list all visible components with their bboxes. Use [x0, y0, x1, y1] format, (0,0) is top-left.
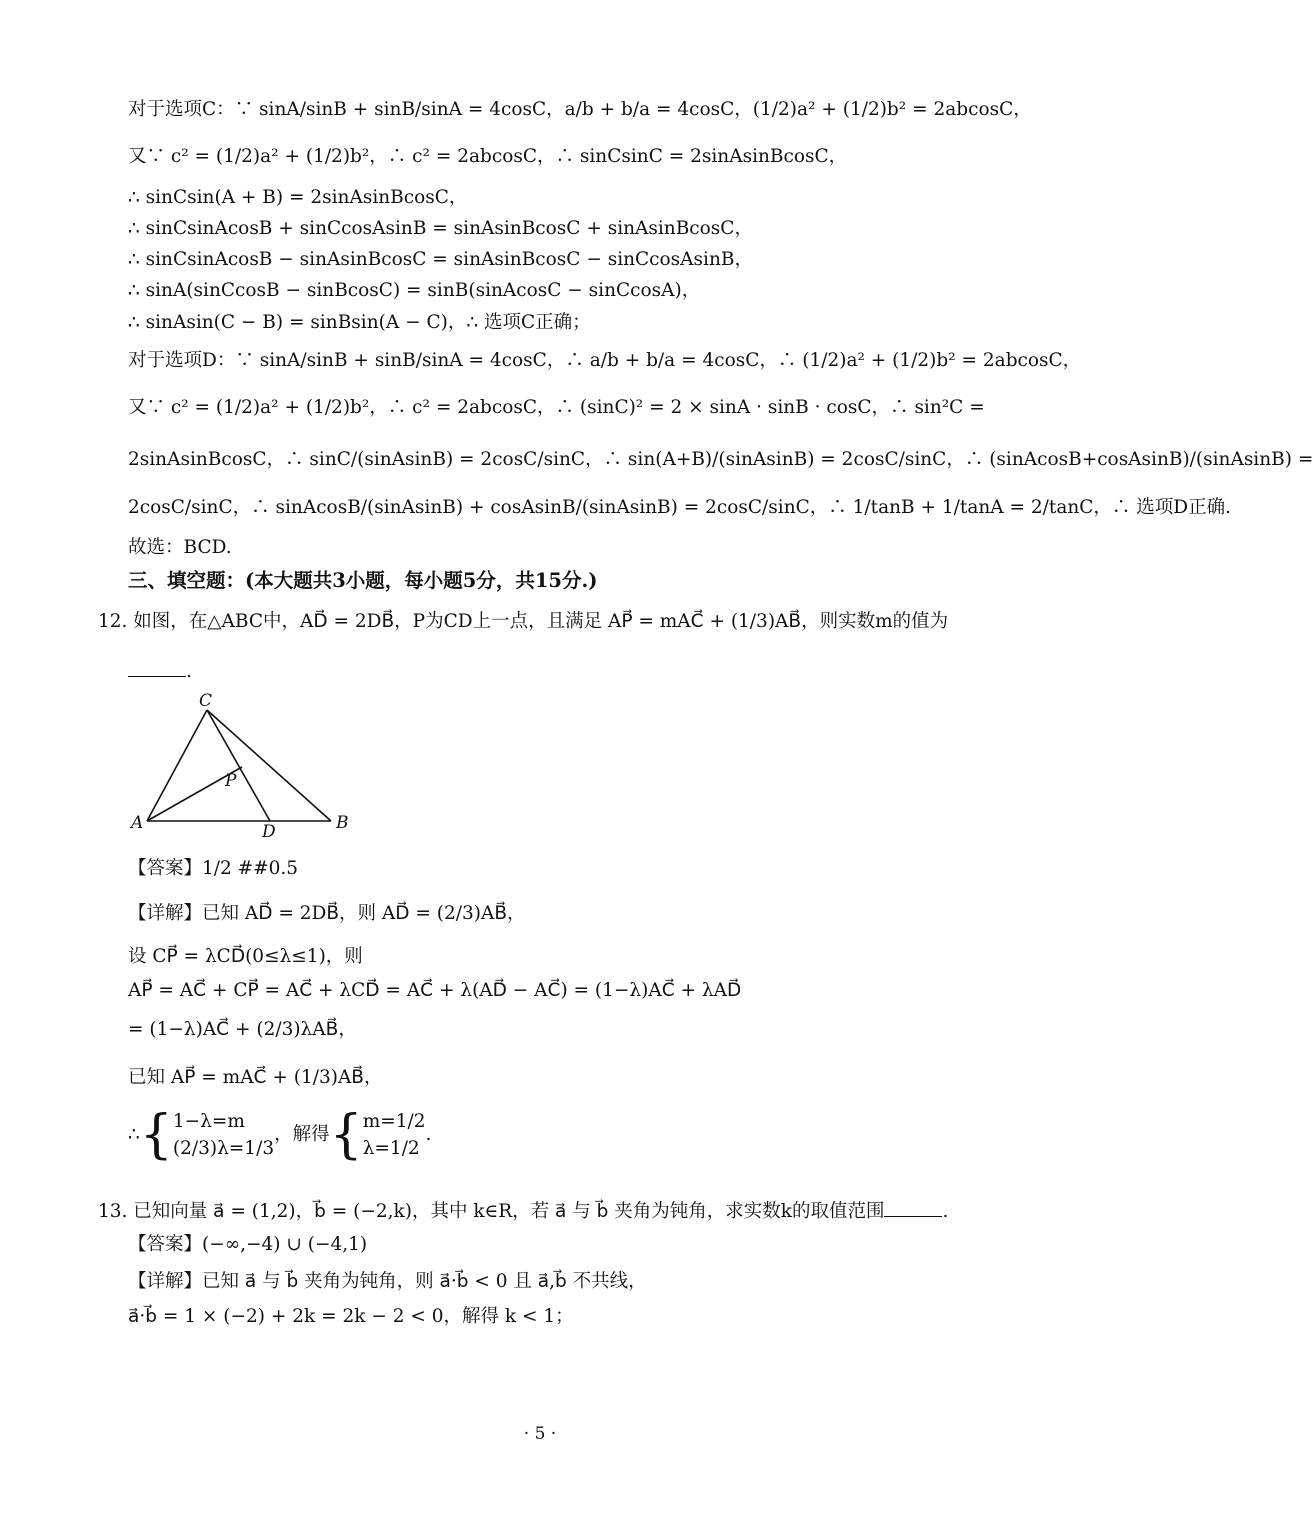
solve-text: ，解得 [274, 1124, 330, 1145]
answer-13: 【答案】(−∞,−4) ∪ (−4,1) [128, 1234, 368, 1255]
answer-blank [128, 658, 186, 677]
page-number: · 5 · [523, 1424, 557, 1444]
blank-period: . [186, 661, 192, 682]
solution-line: 【详解】已知 a⃗ 与 b⃗ 夹角为钝角，则 a⃗·b⃗ < 0 且 a⃗,b⃗ 不共线， [128, 1271, 647, 1292]
text-line: 对于选项C：∵ sinA/sinB + sinB/sinA = 4cosC，a/b + b/a = 4cosC，(1/2)a² + (1/2)b² = 2abcosC， [128, 99, 1032, 120]
answer-12: 【答案】1/2 ##0.5 [128, 858, 299, 879]
solution-line: 已知 AP⃗ = mAC⃗ + (1/3)AB⃗， [128, 1067, 383, 1088]
solution-line: 设 CP⃗ = λCD⃗(0≤λ≤1)，则 [128, 946, 363, 967]
text-line: 2sinAsinBcosC，∴ sinC/(sinAsinB) = 2cosC/sinC，∴ sin(A+B)/(sinAsinB) = 2cosC/sinC，∴ (sinAcosB+cosAsinB)/(sinAsinB) = [128, 449, 1313, 470]
solution-line: = (1−λ)AC⃗ + (2/3)λAB⃗， [128, 1019, 357, 1040]
left-brace: { [139, 1105, 173, 1165]
segment-cd [207, 710, 270, 821]
equation-system [128, 1105, 432, 1165]
left-brace: { [329, 1105, 363, 1165]
text-line: 2cosC/sinC，∴ sinAcosB/(sinAsinB) + cosAsinB/(sinAsinB) = 2cosC/sinC，∴ 1/tanB + 1/tanA = 2/tanC，∴ 选项D正确. [128, 497, 1232, 518]
therefore-symbol: ∴ [128, 1124, 140, 1145]
text-line: ∴ sinCsinAcosB + sinCcosAsinB = sinAsinBcosC + sinAsinBcosC， [128, 218, 753, 239]
segment-cb [207, 710, 331, 821]
question-13 [98, 1198, 948, 1224]
text-line: 又∵ c² = (1/2)a² + (1/2)b²，∴ c² = 2abcosC，∴ (sinC)² = 2 × sinA · sinB · cosC，∴ sin²C = [128, 397, 985, 418]
label-c: C [199, 691, 213, 711]
section-heading: 三、填空题：(本大题共3小题，每小题5分，共15分.) [128, 569, 598, 592]
triangle-figure [125, 690, 365, 840]
solution-rows [363, 1108, 426, 1162]
label-p: P [225, 771, 237, 791]
solution-line: 【详解】已知 AD⃗ = 2DB⃗，则 AD⃗ = (2/3)AB⃗， [128, 903, 526, 924]
system-row: (2/3)λ=1/3 [172, 1138, 275, 1159]
system-row: 1−λ=m [172, 1111, 245, 1132]
text-line: ∴ sinA(sinCcosB − sinBcosC) = sinB(sinAcosC − sinCcosA)， [128, 280, 701, 301]
question-13-text: 13. 已知向量 a⃗ = (1,2)，b⃗ = (−2,k)，其中 k∈R，若 a⃗ 与 b⃗ 夹角为钝角，求实数k的取值范围 [98, 1201, 885, 1222]
solution-line: a⃗·b⃗ = 1 × (−2) + 2k = 2k − 2 < 0，解得 k < 1； [128, 1306, 574, 1327]
answer-blank-line [128, 658, 192, 684]
answer-blank [884, 1198, 942, 1217]
text-line: ∴ sinAsin(C − B) = sinBsin(A − C)，∴ 选项C正确； [128, 312, 591, 333]
triangle-diagram [125, 690, 365, 840]
text-line: 对于选项D：∵ sinA/sinB + sinB/sinA = 4cosC，∴ a/b + b/a = 4cosC，∴ (1/2)a² + (1/2)b² = 2abcosC， [128, 350, 1082, 371]
text-line: ∴ sinCsinAcosB − sinAsinBcosC = sinAsinBcosC − sinCcosAsinB， [128, 249, 753, 270]
blank-period: . [942, 1201, 949, 1222]
system-end: . [425, 1124, 432, 1145]
text-line: 又∵ c² = (1/2)a² + (1/2)b²，∴ c² = 2abcosC，∴ sinCsinC = 2sinAsinBcosC， [128, 146, 848, 167]
question-12 [98, 610, 948, 634]
label-d: D [262, 822, 276, 842]
label-b: B [336, 813, 349, 833]
system-row: λ=1/2 [362, 1138, 420, 1159]
system-row: m=1/2 [362, 1111, 426, 1132]
solution-line: AP⃗ = AC⃗ + CP⃗ = AC⃗ + λCD⃗ = AC⃗ + λ(AD⃗ − AC⃗) = (1−λ)AC⃗ + λAD⃗ [128, 980, 742, 1001]
question-12-text: 12. 如图，在△ABC中，AD⃗ = 2DB⃗，P为CD上一点，且满足 AP⃗ = mAC⃗ + (1/3)AB⃗，则实数m的值为 [98, 611, 949, 632]
system-rows [173, 1108, 274, 1162]
text-line: 故选：BCD. [128, 537, 232, 558]
text-line: ∴ sinCsin(A + B) = 2sinAsinBcosC， [128, 187, 468, 208]
label-a: A [131, 813, 144, 833]
